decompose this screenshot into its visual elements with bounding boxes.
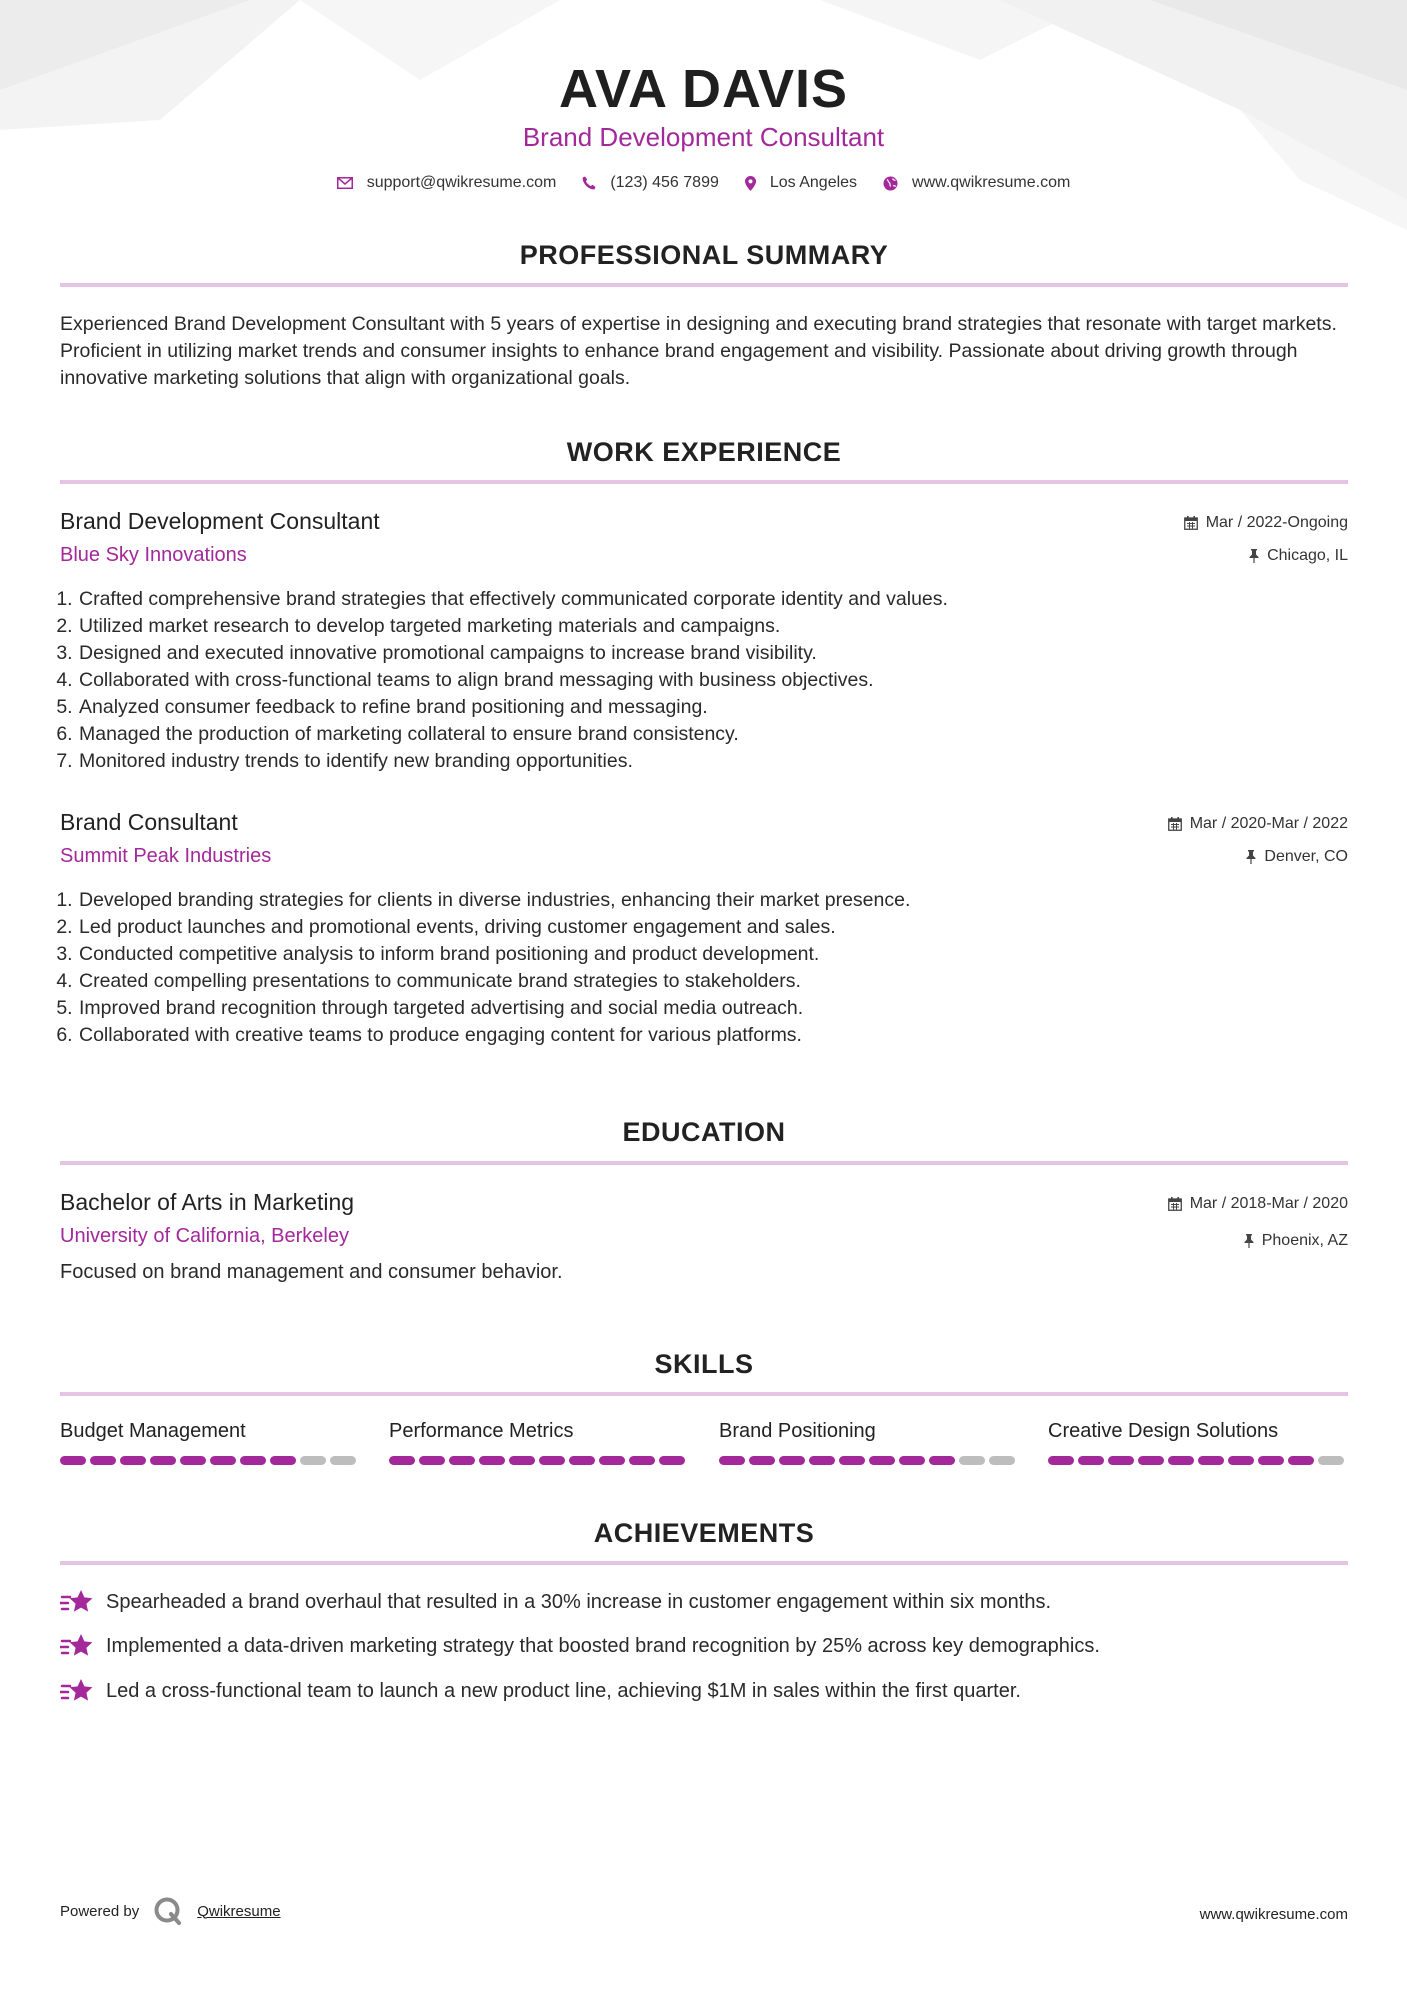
education-divider bbox=[60, 1161, 1348, 1165]
education-degree: Bachelor of Arts in Marketing bbox=[60, 1189, 355, 1215]
contact-phone[interactable] bbox=[582, 174, 719, 192]
footer-brand-link[interactable]: Qwikresume bbox=[197, 1902, 281, 1920]
skill-segment-filled bbox=[599, 1456, 625, 1465]
education-entry bbox=[60, 1189, 1348, 1299]
job-entry bbox=[60, 508, 1348, 778]
education-description: Focused on brand management and consumer behavior. bbox=[60, 1261, 563, 1283]
skill-segment-empty bbox=[989, 1456, 1015, 1465]
job-bullet: 2. Utilized market research to develop targeted marketing materials and campaigns. bbox=[78, 613, 948, 640]
job-bullet: 3. Conducted competitive analysis to inform brand positioning and product development. bbox=[78, 941, 910, 968]
skill-segment-filled bbox=[569, 1456, 595, 1465]
education-heading: EDUCATION bbox=[622, 1117, 786, 1147]
skill-name: Creative Design Solutions bbox=[1048, 1420, 1279, 1442]
skill-segment-filled bbox=[899, 1456, 925, 1465]
skill-segment-filled bbox=[1198, 1456, 1224, 1465]
job-location bbox=[1246, 848, 1348, 866]
star-icon bbox=[60, 1588, 94, 1616]
summary-text: Experienced Brand Development Consultant with 5 years of expertise in designing and executing brand strategies that resonate with target markets. Proficient in utilizing market trends and consumer insights to enhance brand engagement and visibility. Passionate about driving growth through innovative marketing solutions that align with organizational goals. bbox=[60, 313, 1337, 389]
job-bullet: 6. Collaborated with creative teams to produce engaging content for various platforms. bbox=[78, 1022, 910, 1049]
job-bullet: 1. Developed branding strategies for clients in diverse industries, enhancing their market presence. bbox=[78, 887, 910, 914]
job-bullet: 6. Managed the production of marketing collateral to ensure brand consistency. bbox=[78, 721, 948, 748]
skill-segment-filled bbox=[629, 1456, 655, 1465]
skill-segment-filled bbox=[509, 1456, 535, 1465]
skill-segment-empty bbox=[1318, 1456, 1344, 1465]
skill-segment-filled bbox=[389, 1456, 415, 1465]
phone-icon bbox=[582, 176, 596, 190]
candidate-title: Brand Development Consultant bbox=[522, 122, 885, 152]
skill-segment-filled bbox=[60, 1456, 86, 1465]
education-location bbox=[1244, 1232, 1348, 1250]
achievement-item bbox=[60, 1588, 1051, 1616]
footer-website[interactable]: www.qwikresume.com bbox=[1199, 1906, 1348, 1923]
skill-segment-filled bbox=[449, 1456, 475, 1465]
skill-segment-empty bbox=[300, 1456, 326, 1465]
achievements-heading: ACHIEVEMENTS bbox=[593, 1518, 815, 1548]
skill-segment-filled bbox=[240, 1456, 266, 1465]
skill-item bbox=[60, 1420, 360, 1443]
qwikresume-logo-icon bbox=[153, 1896, 183, 1926]
education-location-text: Phoenix, AZ bbox=[1261, 1232, 1348, 1249]
skill-segment-filled bbox=[120, 1456, 146, 1465]
experience-heading: WORK EXPERIENCE bbox=[566, 437, 842, 467]
skill-level-bar bbox=[1048, 1456, 1348, 1466]
skill-segment-filled bbox=[419, 1456, 445, 1465]
achievement-text: Spearheaded a brand overhaul that resulted in a 30% increase in customer engagement within six months. bbox=[106, 1590, 1052, 1613]
job-location-text: Chicago, IL bbox=[1267, 547, 1348, 564]
job-bullet: 5. Improved brand recognition through targeted advertising and social media outreach. bbox=[78, 995, 910, 1022]
achievement-text: Implemented a data-driven marketing strategy that boosted brand recognition by 25% across key demographics. bbox=[106, 1634, 1100, 1657]
skill-segment-filled bbox=[1078, 1456, 1104, 1465]
skill-name: Brand Positioning bbox=[719, 1420, 876, 1442]
skill-segment-filled bbox=[210, 1456, 236, 1465]
contact-phone-text: (123) 456 7899 bbox=[610, 174, 719, 191]
skill-segment-filled bbox=[659, 1456, 685, 1465]
skill-segment-filled bbox=[719, 1456, 745, 1465]
summary-divider bbox=[60, 283, 1348, 287]
skill-segment-filled bbox=[1288, 1456, 1314, 1465]
skill-segment-filled bbox=[929, 1456, 955, 1465]
job-date-text: Mar / 2022-Ongoing bbox=[1205, 514, 1348, 531]
job-bullets bbox=[60, 586, 948, 775]
skill-level-bar bbox=[719, 1456, 1019, 1466]
job-bullet: 2. Led product launches and promotional events, driving customer engagement and sales. bbox=[78, 914, 910, 941]
skill-segment-filled bbox=[180, 1456, 206, 1465]
pushpin-icon bbox=[1246, 850, 1256, 864]
experience-divider bbox=[60, 480, 1348, 484]
job-bullets bbox=[60, 887, 910, 1049]
job-date bbox=[1184, 514, 1348, 532]
job-date-text: Mar / 2020-Mar / 2022 bbox=[1189, 815, 1348, 832]
education-date bbox=[1168, 1195, 1348, 1213]
skill-level-bar bbox=[60, 1456, 360, 1466]
skill-segment-filled bbox=[749, 1456, 775, 1465]
job-bullet: 4. Created compelling presentations to communicate brand strategies to stakeholders. bbox=[78, 968, 910, 995]
contact-location bbox=[745, 174, 857, 192]
job-bullet: 7. Monitored industry trends to identify new branding opportunities. bbox=[78, 748, 948, 775]
skill-segment-filled bbox=[779, 1456, 805, 1465]
globe-icon bbox=[883, 176, 898, 191]
skill-item bbox=[1048, 1420, 1348, 1443]
job-bullet: 1. Crafted comprehensive brand strategies that effectively communicated corporate identity and values. bbox=[78, 586, 948, 613]
candidate-name: AVA DAVIS bbox=[558, 59, 849, 119]
skill-item bbox=[389, 1420, 689, 1443]
skills-heading: SKILLS bbox=[654, 1349, 754, 1379]
skill-segment-filled bbox=[1048, 1456, 1074, 1465]
star-icon bbox=[60, 1677, 94, 1705]
pushpin-icon bbox=[1244, 1234, 1254, 1248]
skill-segment-filled bbox=[270, 1456, 296, 1465]
skill-segment-filled bbox=[1258, 1456, 1284, 1465]
skill-segment-filled bbox=[839, 1456, 865, 1465]
skill-segment-filled bbox=[1138, 1456, 1164, 1465]
skill-segment-filled bbox=[479, 1456, 505, 1465]
calendar-icon bbox=[1168, 1197, 1182, 1211]
skills-divider bbox=[60, 1392, 1348, 1396]
job-title: Brand Consultant bbox=[60, 809, 238, 835]
skill-segment-empty bbox=[959, 1456, 985, 1465]
skill-segment-filled bbox=[1168, 1456, 1194, 1465]
job-bullet: 5. Analyzed consumer feedback to refine brand positioning and messaging. bbox=[78, 694, 948, 721]
job-entry bbox=[60, 809, 1348, 1054]
job-bullet: 3. Designed and executed innovative promotional campaigns to increase brand visibility. bbox=[78, 640, 948, 667]
calendar-icon bbox=[1168, 817, 1182, 831]
job-location-text: Denver, CO bbox=[1264, 848, 1348, 865]
contact-email-text: support@qwikresume.com bbox=[366, 174, 557, 191]
skill-item bbox=[719, 1420, 1019, 1443]
skill-segment-filled bbox=[809, 1456, 835, 1465]
calendar-icon bbox=[1184, 516, 1198, 530]
summary-heading: PROFESSIONAL SUMMARY bbox=[519, 240, 889, 270]
skill-segment-filled bbox=[150, 1456, 176, 1465]
skill-segment-filled bbox=[1228, 1456, 1254, 1465]
skill-segment-filled bbox=[539, 1456, 565, 1465]
job-location bbox=[1249, 547, 1348, 565]
achievements-divider bbox=[60, 1561, 1348, 1565]
job-title: Brand Development Consultant bbox=[60, 508, 380, 534]
job-company: Summit Peak Industries bbox=[60, 845, 272, 867]
job-date bbox=[1168, 815, 1348, 833]
skill-segment-filled bbox=[90, 1456, 116, 1465]
contact-website[interactable] bbox=[883, 174, 1070, 192]
achievement-item bbox=[60, 1632, 1100, 1660]
skill-name: Budget Management bbox=[60, 1420, 246, 1442]
skill-name: Performance Metrics bbox=[389, 1420, 574, 1442]
map-pin-icon bbox=[745, 176, 756, 191]
contact-email[interactable] bbox=[337, 174, 557, 192]
contact-location-text: Los Angeles bbox=[769, 174, 858, 191]
education-school: University of California, Berkeley bbox=[60, 1225, 349, 1247]
pushpin-icon bbox=[1249, 549, 1259, 563]
achievement-text: Led a cross-functional team to launch a new product line, achieving $1M in sales within the first quarter. bbox=[106, 1679, 1021, 1702]
contact-row bbox=[0, 174, 1407, 192]
skill-segment-filled bbox=[869, 1456, 895, 1465]
achievement-item bbox=[60, 1677, 1021, 1705]
footer-powered-by bbox=[60, 1896, 281, 1926]
envelope-icon bbox=[337, 177, 353, 189]
star-icon bbox=[60, 1632, 94, 1660]
skill-level-bar bbox=[389, 1456, 689, 1466]
skill-segment-filled bbox=[1108, 1456, 1134, 1465]
job-bullet: 4. Collaborated with cross-functional teams to align brand messaging with business objectives. bbox=[78, 667, 948, 694]
job-company: Blue Sky Innovations bbox=[60, 544, 247, 566]
skill-segment-empty bbox=[330, 1456, 356, 1465]
contact-website-text: www.qwikresume.com bbox=[912, 174, 1071, 191]
powered-by-label: Powered by bbox=[60, 1902, 140, 1920]
education-date-text: Mar / 2018-Mar / 2020 bbox=[1189, 1195, 1348, 1212]
